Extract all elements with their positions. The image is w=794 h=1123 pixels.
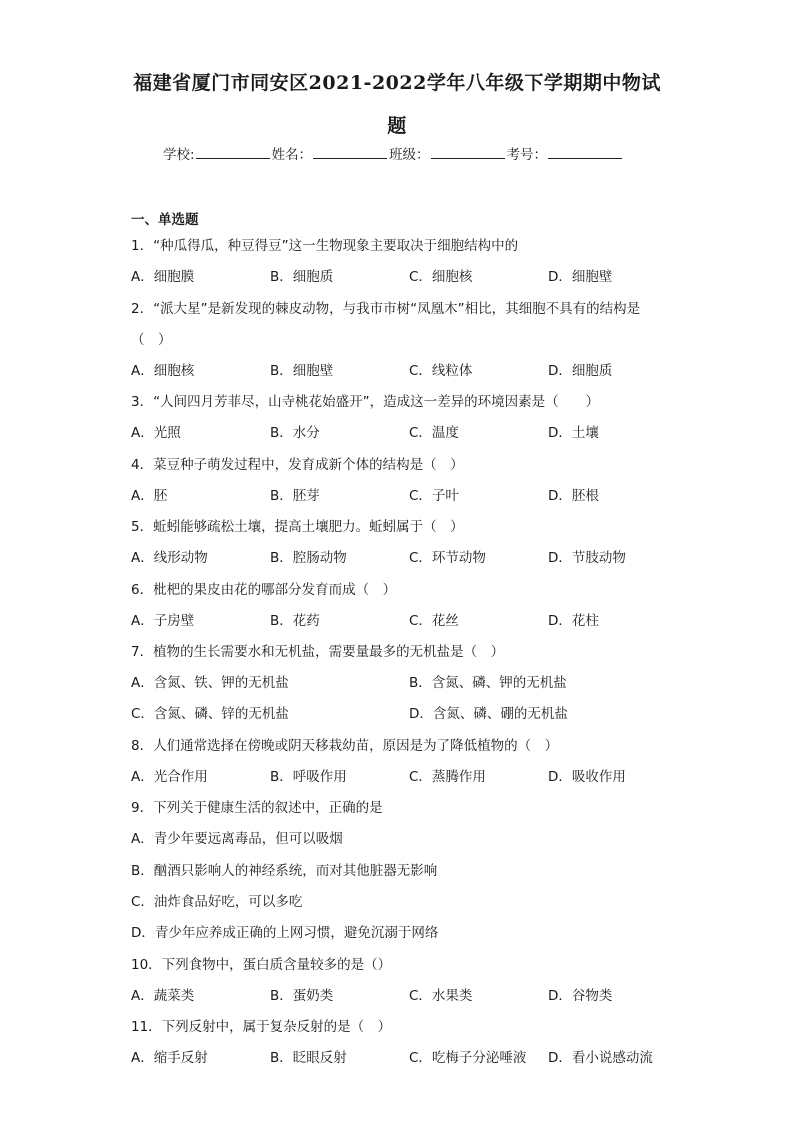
- class-label: 班级：: [389, 147, 430, 163]
- option-a[interactable]: A．线形动物: [131, 550, 208, 566]
- option-b[interactable]: B．蛋奶类: [270, 988, 334, 1004]
- school-label: 学校:: [163, 147, 195, 163]
- question-stem: 2．“派大星”是新发现的棘皮动物，与我市市树“凤凰木”相比，其细胞不具有的结构是: [131, 301, 641, 317]
- question-stem: 11．下列反射中，属于复杂反射的是（ ）: [131, 1019, 392, 1035]
- option-d[interactable]: D．节肢动物: [548, 550, 626, 566]
- class-blank[interactable]: [431, 145, 505, 159]
- option-c[interactable]: C．子叶: [409, 488, 459, 504]
- option-c[interactable]: C．线粒体: [409, 363, 473, 379]
- name-blank[interactable]: [313, 145, 387, 159]
- option-row: [131, 671, 691, 691]
- school-blank[interactable]: [196, 145, 270, 159]
- option-c[interactable]: C．细胞核: [409, 269, 473, 285]
- option-a[interactable]: A．胚: [131, 488, 168, 504]
- option-d[interactable]: D．胚根: [548, 488, 599, 504]
- option-c[interactable]: C．温度: [409, 425, 459, 441]
- question-stem: 3．“人间四月芳菲尽，山寺桃花始盛开”，造成这一差异的环境因素是（ ）: [131, 394, 600, 410]
- option-c[interactable]: C．吃梅子分泌唾液: [409, 1050, 527, 1066]
- student-info-row: [163, 143, 624, 163]
- option-b[interactable]: B．腔肠动物: [270, 550, 347, 566]
- option-a[interactable]: A．光合作用: [131, 769, 208, 785]
- question-stem: 10．下列食物中，蛋白质含量较多的是（）: [131, 957, 392, 973]
- option-row: [131, 421, 691, 441]
- option-a[interactable]: A．子房壁: [131, 613, 195, 629]
- name-label: 姓名：: [271, 147, 313, 163]
- option-a[interactable]: A．细胞核: [131, 363, 195, 379]
- option-a[interactable]: A．缩手反射: [131, 1050, 208, 1066]
- option-b[interactable]: B．水分: [270, 425, 320, 441]
- option-d[interactable]: D．吸收作用: [548, 769, 626, 785]
- option-d[interactable]: D．含氮、磷、硼的无机盐: [409, 706, 568, 722]
- number-label: 考号：: [506, 147, 548, 163]
- option-d[interactable]: D．青少年应养成正确的上网习惯，避免沉溺于网络: [131, 925, 439, 941]
- option-b[interactable]: B．酗酒只影响人的神经系统，而对其他脏器无影响: [131, 863, 438, 879]
- option-d[interactable]: D．细胞质: [548, 363, 613, 379]
- option-d[interactable]: D．谷物类: [548, 988, 613, 1004]
- option-b[interactable]: B．眨眼反射: [270, 1050, 347, 1066]
- option-d[interactable]: D．看小说感动流: [548, 1050, 653, 1066]
- option-a[interactable]: A．青少年要远离毒品，但可以吸烟: [131, 831, 343, 847]
- option-row: [131, 1046, 691, 1066]
- option-row: [131, 609, 691, 629]
- question-stem: 4．菜豆种子萌发过程中，发育成新个体的结构是（ ）: [131, 457, 464, 473]
- question-stem: 9．下列关于健康生活的叙述中，正确的是: [131, 800, 383, 816]
- question-stem: 1．“种瓜得瓜，种豆得豆”这一生物现象主要取决于细胞结构中的: [131, 238, 519, 254]
- option-c[interactable]: C．花丝: [409, 613, 459, 629]
- option-d[interactable]: D．花柱: [548, 613, 599, 629]
- option-b[interactable]: B．细胞质: [270, 269, 334, 285]
- option-d[interactable]: D．细胞壁: [548, 269, 613, 285]
- option-b[interactable]: B．呼吸作用: [270, 769, 347, 785]
- option-row: [131, 484, 691, 504]
- number-blank[interactable]: [548, 145, 622, 159]
- option-row: [131, 765, 691, 785]
- option-c[interactable]: C．环节动物: [409, 550, 486, 566]
- option-a[interactable]: A．含氮、铁、钾的无机盐: [131, 675, 289, 691]
- question-stem: 7．植物的生长需要水和无机盐，需要量最多的无机盐是（ ）: [131, 644, 505, 660]
- option-c[interactable]: C．油炸食品好吃，可以多吃: [131, 894, 303, 910]
- question-stem-continued: （ ）: [131, 332, 172, 348]
- option-row: [131, 984, 691, 1004]
- option-c[interactable]: C．含氮、磷、锌的无机盐: [131, 706, 289, 722]
- exam-title-line-1: 福建省厦门市同安区2021-2022学年八年级下学期期中物试: [133, 72, 661, 94]
- option-row: [131, 359, 691, 379]
- option-c[interactable]: C．水果类: [409, 988, 473, 1004]
- option-b[interactable]: B．花药: [270, 613, 320, 629]
- option-c[interactable]: C．蒸腾作用: [409, 769, 486, 785]
- option-a[interactable]: A．光照: [131, 425, 181, 441]
- exam-title-line-2: 题: [387, 115, 407, 137]
- option-a[interactable]: A．细胞膜: [131, 269, 195, 285]
- option-d[interactable]: D．土壤: [548, 425, 599, 441]
- option-row: [131, 265, 691, 285]
- section-title: 一、单选题: [131, 212, 199, 228]
- option-a[interactable]: A．蔬菜类: [131, 988, 195, 1004]
- option-row: [131, 702, 691, 722]
- question-stem: 6．枇杷的果皮由花的哪部分发育而成（ ）: [131, 582, 397, 598]
- option-b[interactable]: B．胚芽: [270, 488, 320, 504]
- option-b[interactable]: B．细胞壁: [270, 363, 334, 379]
- question-stem: 8．人们通常选择在傍晚或阴天移栽幼苗，原因是为了降低植物的（ ）: [131, 738, 559, 754]
- option-row: [131, 546, 691, 566]
- question-stem: 5．蚯蚓能够疏松土壤，提高土壤肥力。蚯蚓属于（ ）: [131, 519, 464, 535]
- option-b[interactable]: B．含氮、磷、钾的无机盐: [409, 675, 567, 691]
